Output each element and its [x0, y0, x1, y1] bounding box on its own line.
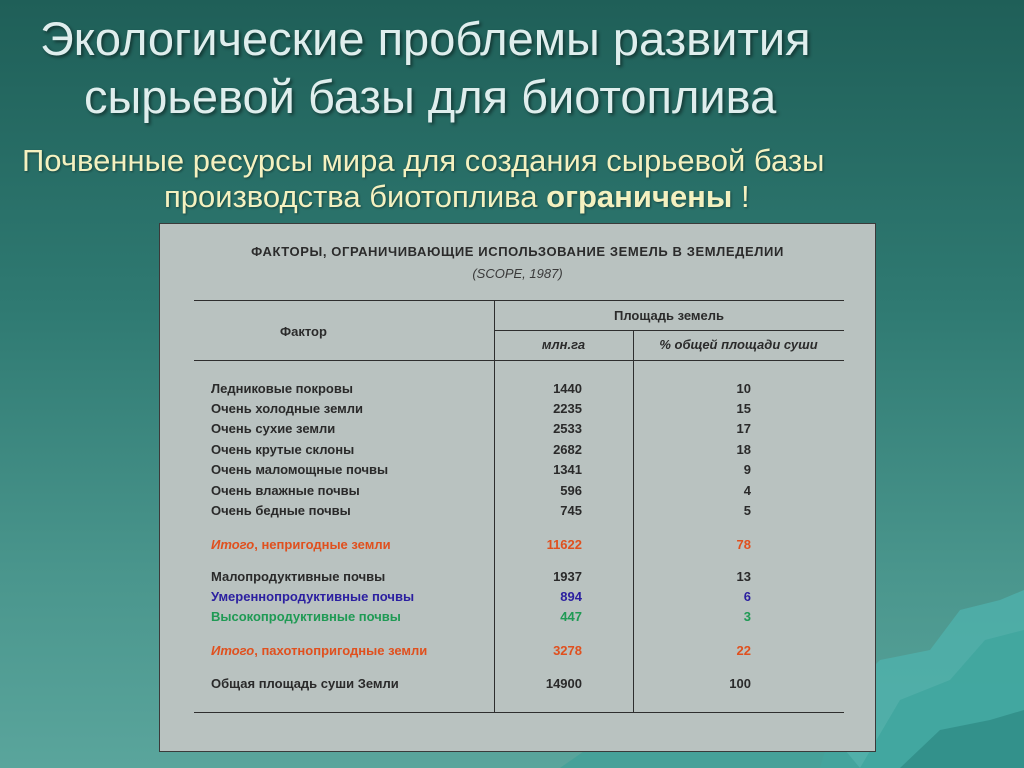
factor-cell: Ледниковые покровы	[211, 381, 353, 396]
factor-cell: Очень влажные почвы	[211, 483, 360, 498]
factor-cell: Высокопродуктивные почвы	[211, 609, 401, 624]
subtitle-line-2-prefix: производства биотоплива	[164, 179, 547, 214]
table-source: (SCOPE, 1987)	[472, 266, 563, 281]
table-top-rule	[194, 300, 844, 301]
mha-cell: 14900	[545, 676, 582, 691]
pct-cell: 4	[743, 483, 751, 498]
total-label: , непригодные земли	[254, 537, 391, 552]
title-line-1: Экологические проблемы развития	[40, 12, 811, 65]
factor-cell: Очень холодные земли	[211, 401, 363, 416]
mha-cell: 745	[560, 503, 582, 518]
title-line-2: сырьевой базы для биотоплива	[84, 70, 777, 123]
land-factors-table	[159, 223, 876, 752]
header-pct: % общей площади суши	[659, 337, 818, 352]
pct-cell: 15	[736, 401, 751, 416]
mha-cell: 447	[560, 609, 582, 624]
mha-cell: 2235	[553, 401, 582, 416]
factor-cell: Очень маломощные почвы	[211, 462, 389, 477]
subtitle-line-2-suffix: !	[732, 179, 750, 214]
table-row	[160, 381, 875, 401]
factor-cell: Малопродуктивные почвы	[211, 569, 386, 584]
mha-cell: 11622	[546, 537, 582, 552]
pct-cell: 13	[736, 569, 751, 584]
table-row	[160, 569, 875, 589]
header-mha: млн.га	[541, 337, 586, 352]
factor-cell: Умереннопродуктивные почвы	[211, 589, 415, 604]
table-row	[160, 503, 875, 523]
pct-cell: 9	[743, 462, 751, 477]
table-row	[160, 483, 875, 503]
mha-cell: 2682	[553, 442, 582, 457]
pct-cell: 17	[736, 421, 751, 436]
total-unsuitable-row	[160, 537, 875, 557]
pct-cell: 5	[743, 503, 751, 518]
factor-cell	[211, 643, 427, 658]
total-label: , пахотнопригодные земли	[254, 643, 428, 658]
mha-cell: 1937	[553, 569, 582, 584]
factor-cell	[211, 537, 391, 552]
table-row	[160, 609, 875, 629]
subtitle-emphasis: ограничены	[546, 179, 733, 214]
table-row	[160, 589, 875, 609]
header-area: Площадь земель	[613, 308, 725, 323]
factor-cell: Очень бедные почвы	[211, 503, 351, 518]
header-bottom-rule	[194, 360, 844, 361]
total-arable-row	[160, 643, 875, 663]
pct-cell: 22	[736, 643, 751, 658]
total-prefix: Итого	[211, 643, 255, 658]
pct-cell: 10	[736, 381, 751, 396]
pct-cell: 100	[729, 676, 751, 691]
mha-cell: 1440	[553, 381, 582, 396]
factor-cell: Очень крутые склоны	[211, 442, 355, 457]
mha-cell: 3278	[553, 643, 582, 658]
subtitle-line-2	[22, 179, 1012, 215]
pct-cell: 78	[736, 537, 751, 552]
table-bottom-rule	[194, 712, 844, 713]
subtitle-line-1: Почвенные ресурсы мира для создания сырьевой базы	[22, 143, 825, 178]
table-row	[160, 421, 875, 441]
grand-total-row	[160, 676, 875, 696]
total-prefix: Итого	[211, 537, 255, 552]
header-factor: Фактор	[280, 324, 327, 339]
factor-cell: Общая площадь суши Земли	[211, 676, 399, 691]
pct-cell: 3	[743, 609, 751, 624]
slide-subtitle	[22, 143, 1012, 215]
factor-cell: Очень сухие земли	[211, 421, 336, 436]
table-row	[160, 462, 875, 482]
mha-cell: 1341	[553, 462, 582, 477]
slide-title	[40, 10, 940, 126]
pct-cell: 6	[743, 589, 751, 604]
table-heading: ФАКТОРЫ, ОГРАНИЧИВАЮЩИЕ ИСПОЛЬЗОВАНИЕ ЗЕМЕЛЬ В ЗЕМЛЕДЕЛИИ	[251, 244, 784, 259]
pct-cell: 18	[736, 442, 751, 457]
mha-cell: 894	[560, 589, 582, 604]
header-mid-rule	[494, 330, 844, 331]
table-row	[160, 442, 875, 462]
mha-cell: 596	[560, 483, 582, 498]
table-row	[160, 401, 875, 421]
mha-cell: 2533	[553, 421, 582, 436]
